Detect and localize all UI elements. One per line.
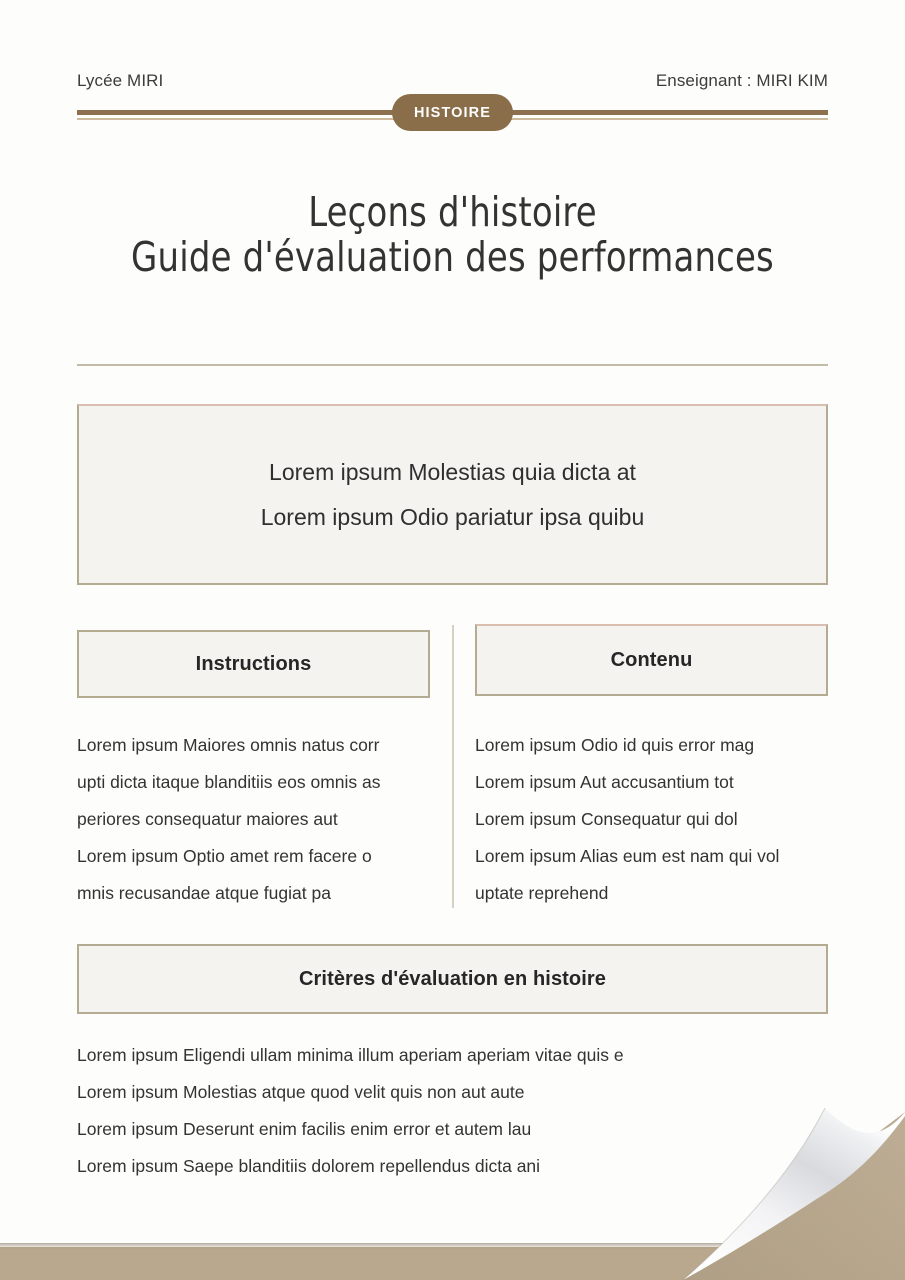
subject-badge: HISTOIRE	[392, 94, 513, 131]
criteria-heading-label: Critères d'évaluation en histoire	[298, 967, 607, 990]
contenu-line: Lorem ipsum Odio id quis error mag	[475, 735, 755, 755]
criteria-line: Lorem ipsum Saepe blanditiis dolorem repellendus dicta ani	[77, 1156, 541, 1176]
instructions-line: Lorem ipsum Maiores omnis natus corr	[77, 735, 380, 755]
teacher-name: Enseignant : MIRI KIM	[655, 71, 828, 90]
instructions-body	[77, 727, 437, 912]
school-name: Lycée MIRI	[77, 71, 164, 90]
title-divider	[77, 364, 828, 366]
instructions-line: periores consequatur maiores aut	[77, 809, 338, 829]
criteria-body	[77, 1037, 837, 1185]
criteria-line: Lorem ipsum Molestias atque quod velit quis non aut aute	[77, 1082, 525, 1102]
column-divider	[452, 625, 454, 908]
criteria-line: Lorem ipsum Eligendi ullam minima illum aperiam aperiam vitae quis e	[77, 1045, 624, 1065]
criteria-line: Lorem ipsum Deserunt enim facilis enim error et autem lau	[77, 1119, 532, 1139]
title-line-2: Guide d'évaluation des performances	[131, 233, 774, 281]
instructions-line: upti dicta itaque blanditiis eos omnis as	[77, 772, 381, 792]
instructions-heading-box	[77, 630, 430, 698]
page-title	[40, 190, 865, 280]
summary-box	[77, 404, 828, 585]
contenu-body	[475, 727, 835, 912]
contenu-heading-label: Contenu	[610, 648, 693, 671]
contenu-line: Lorem ipsum Consequatur qui dol	[475, 809, 738, 829]
instructions-heading-label: Instructions	[195, 652, 312, 675]
contenu-line: uptate reprehend	[475, 883, 609, 903]
page-drop-shadow	[0, 1243, 905, 1250]
contenu-line: Lorem ipsum Aut accusantium tot	[475, 772, 734, 792]
criteria-heading-box	[77, 944, 828, 1014]
summary-line-1: Lorem ipsum Molestias quia dicta at	[269, 458, 636, 485]
summary-line-2: Lorem ipsum Odio pariatur ipsa quibu	[260, 503, 645, 530]
title-line-1: Leçons d'histoire	[308, 188, 597, 236]
instructions-line: mnis recusandae atque fugiat pa	[77, 883, 331, 903]
page-header	[77, 66, 828, 96]
contenu-heading-box	[475, 624, 828, 696]
contenu-line: Lorem ipsum Alias eum est nam qui vol	[475, 846, 780, 866]
instructions-line: Lorem ipsum Optio amet rem facere o	[77, 846, 372, 866]
